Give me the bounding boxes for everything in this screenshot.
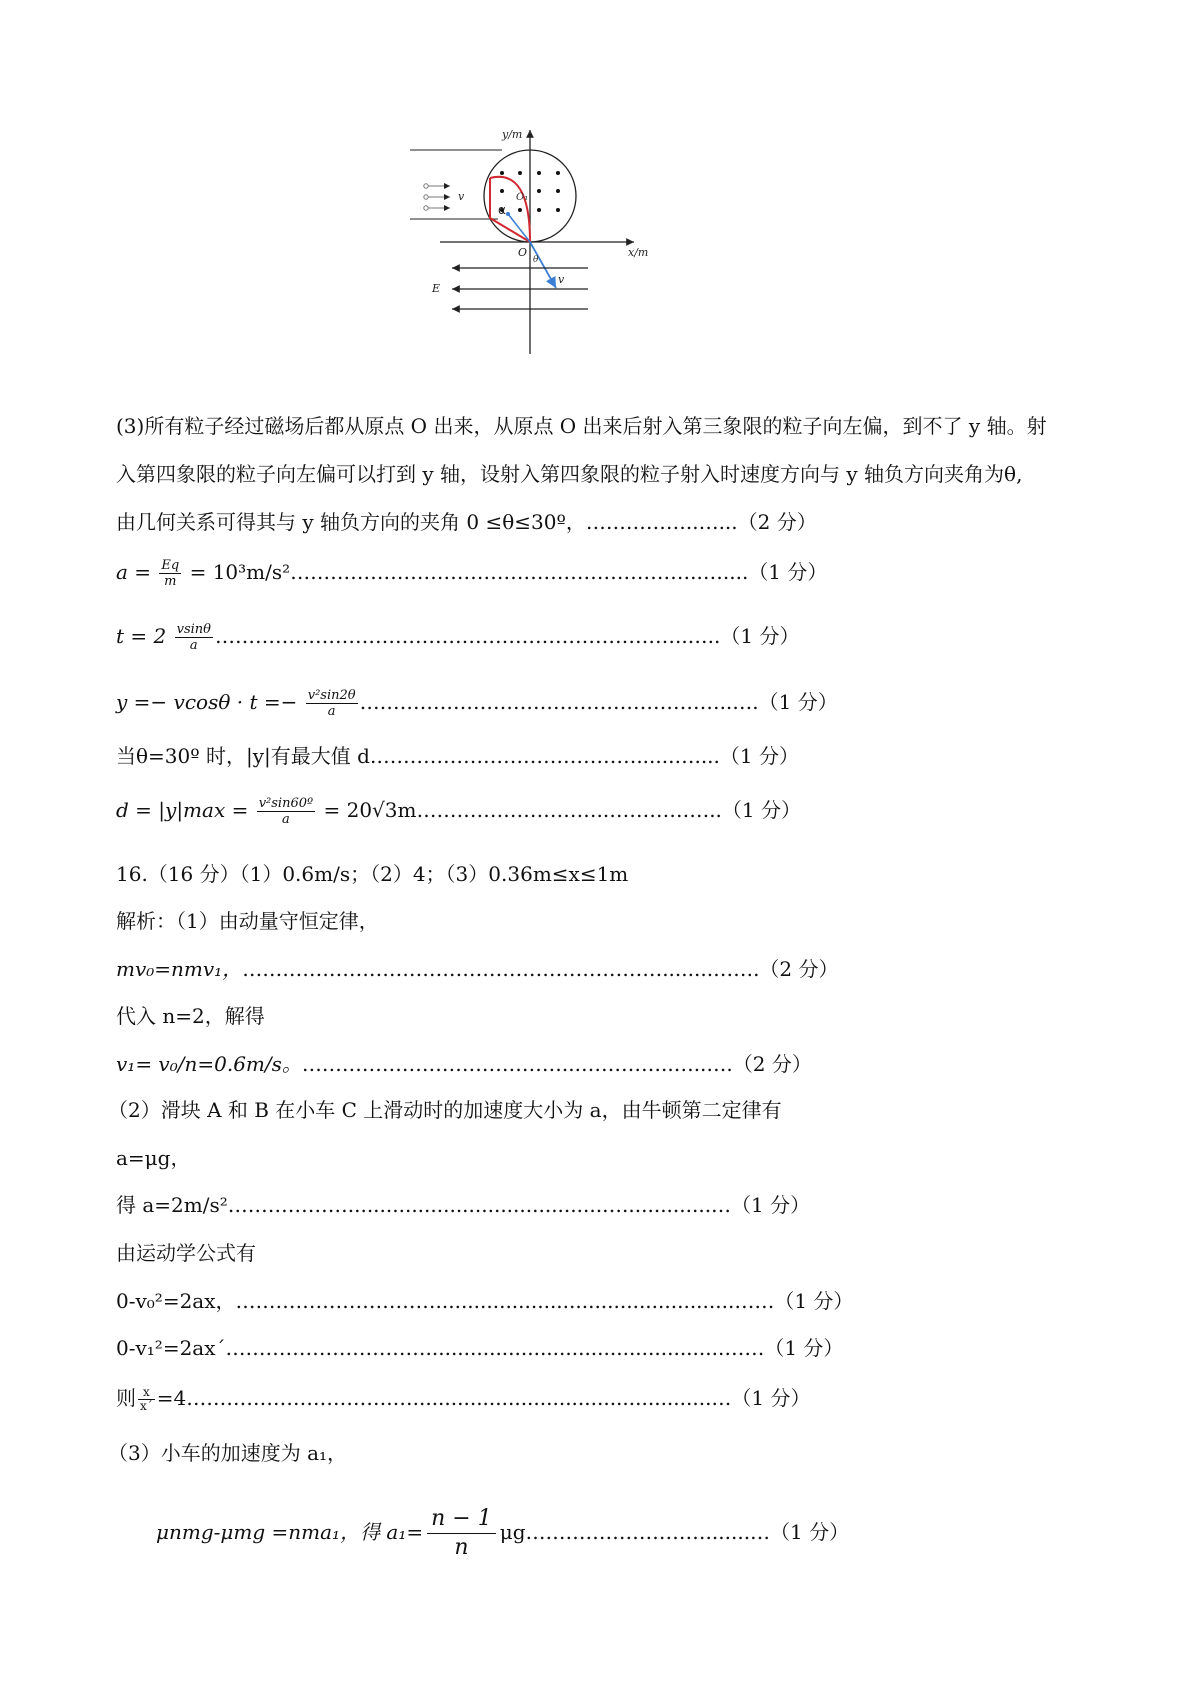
q16-p3: （3）小车的加速度为 a₁， [108, 1441, 348, 1465]
alpha-label: α [498, 203, 506, 217]
v-label-top: v [458, 190, 465, 203]
origin-label: O [518, 246, 528, 259]
eq-d [116, 796, 801, 827]
q16-analysis: 解析：（1）由动量守恒定律， [116, 909, 379, 933]
eq-when-text: 当θ=30º 时，|y|有最大值 d. [116, 744, 377, 768]
eq-when-dots: …………………………………......….... [376, 744, 720, 768]
eq-a-frac: $\frac{Eq}{m}$ [161, 558, 180, 589]
q16-momentum: mv₀=nmv₁，………………………………………………………........…….（2 分） [116, 957, 839, 981]
eq-y-lhs: y =− vcosθ · t =− [116, 690, 298, 714]
eq-y-frac: $\frac{\text{v²sin2θ}}{a}$ [307, 688, 356, 719]
q16-get-a: 得 a=2m/s²………………........................................…..............…（1 分） [116, 1193, 811, 1217]
e-label: E [432, 282, 441, 295]
eq-d-score: （1 分） [721, 798, 802, 822]
p3-line2: 入第四象限的粒子向左偏可以打到 y 轴，设射入第四象限的粒子射入时速度方向与 y 轴负方向夹角为θ, [116, 462, 1023, 486]
p3-line1: (3)所有粒子经过磁场后都从原点 O 出来，从原点 O 出来后射入第三象限的粒子向左偏，到不了 y 轴。射 [116, 414, 1047, 438]
q16-p2: （2）滑块 A 和 B 在小车 C 上滑动时的加速度大小为 a，由牛顿第二定律有 [108, 1098, 782, 1122]
eq-t-frac: $\frac{vsin\theta}{a}$ [176, 622, 211, 653]
beam-arrows [424, 184, 450, 210]
trajectory-figure [432, 128, 732, 358]
eq-a-dots: ……………………………………………………..….... [290, 560, 749, 584]
eq-a-score: （1 分） [748, 560, 828, 584]
eq-t-score: （1 分） [720, 624, 800, 648]
q16-a-mug: a=μg， [116, 1146, 191, 1170]
eq-d-lhs: d = |y|max = [116, 798, 249, 822]
p3-line3: 由几何关系可得其与 y 轴负方向的夹角 0 ≤θ≤30º，……………..…...（2 分） [116, 510, 817, 534]
q16-v1: v₁= v₀/n=0.6m/s。…………………………………...…………..…..….（2 分） [116, 1052, 812, 1076]
eq-y-score: （1 分） [758, 690, 838, 714]
eq-when-score: （1 分） [719, 744, 799, 768]
eq-t [116, 622, 800, 653]
q16-kinematics: 由运动学公式有 [116, 1241, 256, 1265]
q16-sub-n: 代入 n=2，解得 [116, 1004, 265, 1028]
eq-d-rhs: = 20√3m [323, 798, 417, 822]
eq-t-lhs: t = 2 [116, 624, 167, 648]
velocity-arrow [530, 242, 556, 288]
center-label: O₁ [516, 192, 529, 203]
eq-y [116, 688, 838, 719]
v-label-bottom: v [558, 273, 565, 286]
red-trajectory [490, 177, 530, 242]
eq-a-rhs: = 10³m/s² [189, 560, 291, 584]
y-axis-label: y/m [502, 128, 523, 141]
q16-header: 16.（16 分）（1）0.6m/s；（2）4；（3）0.36m≤x≤1m [116, 862, 629, 886]
eq-t-dots: ……………………………………………………………..….. [214, 624, 721, 648]
q16-k1: 0-v₀²=2ax，…………………………...............................................……（1 分） [116, 1289, 854, 1313]
eq-d-dots: ………………………..…………….. [416, 798, 722, 822]
eq-a [116, 558, 827, 589]
x-axis-label: x/m [628, 246, 649, 259]
electric-field-lines [452, 268, 588, 309]
eq-d-frac: $\frac{\text{v²sin60º}}{a}$ [258, 796, 314, 827]
eq-y-dots: ………………………………………………..…. [359, 690, 759, 714]
eq-when [116, 743, 799, 769]
q16-ratio: 则 $\frac{x}{x´}$ =4………………………….…...............................................…（1 分） [116, 1385, 811, 1413]
eq-a-lhs: a = [116, 560, 152, 584]
theta-label: θ [533, 255, 539, 265]
q16-last: μnmg-μmg =nma₁，得 a₁= $\frac{n - 1}{n}$ μg……………………….......…（1 分） [156, 1506, 850, 1560]
q16-last-frac: $\frac{n - 1}{n}$ [427, 1505, 496, 1562]
q16-k2: 0-v₁²=2ax´…………………………...............................................……（1 分） [116, 1336, 844, 1360]
